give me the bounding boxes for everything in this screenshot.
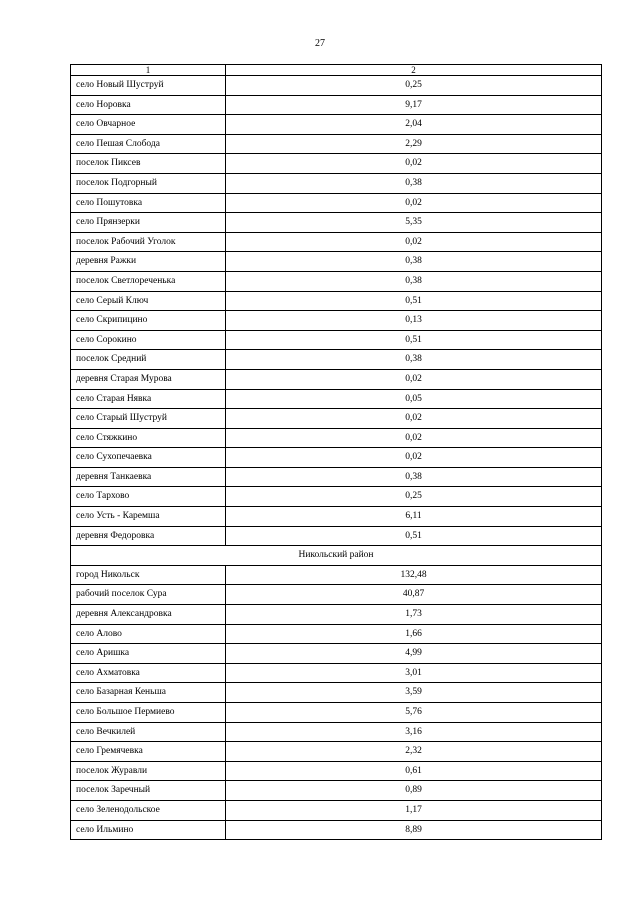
settlement-value: 0,02 — [226, 428, 602, 448]
table-row — [71, 624, 602, 644]
settlement-name: село Зеленодольское — [71, 800, 226, 820]
settlement-value: 5,76 — [226, 703, 602, 723]
settlement-name: поселок Средний — [71, 350, 226, 370]
settlement-name: село Старая Нявка — [71, 389, 226, 409]
table-row — [71, 742, 602, 762]
settlement-value: 0,51 — [226, 291, 602, 311]
settlement-name: село Вечкилей — [71, 722, 226, 742]
settlement-value: 3,59 — [226, 683, 602, 703]
settlement-name: село Норовка — [71, 95, 226, 115]
table-row — [71, 663, 602, 683]
settlement-name: село Стяжкино — [71, 428, 226, 448]
settlement-value: 0,25 — [226, 76, 602, 96]
table-row — [71, 193, 602, 213]
table-row — [71, 683, 602, 703]
settlement-name: село Старый Шуструй — [71, 409, 226, 429]
settlement-value: 0,02 — [226, 369, 602, 389]
settlement-name: поселок Рабочий Уголок — [71, 232, 226, 252]
settlement-value: 40,87 — [226, 585, 602, 605]
table-row — [71, 722, 602, 742]
settlement-value: 0,02 — [226, 409, 602, 429]
settlement-name: село Базарная Кеньша — [71, 683, 226, 703]
table-body — [71, 76, 602, 840]
settlement-value: 0,51 — [226, 330, 602, 350]
settlement-value: 8,89 — [226, 820, 602, 840]
settlement-value: 0,05 — [226, 389, 602, 409]
settlement-value: 3,16 — [226, 722, 602, 742]
section-row — [71, 546, 602, 566]
table-row — [71, 330, 602, 350]
settlement-value: 1,73 — [226, 605, 602, 625]
settlement-name: деревня Федоровка — [71, 526, 226, 546]
table-row — [71, 487, 602, 507]
table-row — [71, 389, 602, 409]
settlement-name: село Тархово — [71, 487, 226, 507]
settlement-name: деревня Старая Мурова — [71, 369, 226, 389]
settlement-name: село Сорокино — [71, 330, 226, 350]
settlement-name: рабочий поселок Сура — [71, 585, 226, 605]
settlement-name: село Скрипицино — [71, 311, 226, 331]
settlement-value: 0,51 — [226, 526, 602, 546]
settlement-value: 0,02 — [226, 232, 602, 252]
table-header-row — [71, 65, 602, 76]
table-row — [71, 369, 602, 389]
settlement-value: 5,35 — [226, 213, 602, 233]
table-row — [71, 213, 602, 233]
table-row — [71, 232, 602, 252]
table-row — [71, 252, 602, 272]
page-number: 27 — [315, 38, 325, 49]
table-row — [71, 703, 602, 723]
settlement-name: село Пошутовка — [71, 193, 226, 213]
table-row — [71, 428, 602, 448]
section-title: Никольский район — [71, 546, 602, 566]
settlement-name: село Алово — [71, 624, 226, 644]
table-row — [71, 291, 602, 311]
table-row — [71, 311, 602, 331]
settlement-value: 2,32 — [226, 742, 602, 762]
settlement-name: поселок Подгорный — [71, 173, 226, 193]
table-row — [71, 605, 602, 625]
settlement-name: село Прянзерки — [71, 213, 226, 233]
settlement-name: село Сухопечаевка — [71, 448, 226, 468]
settlement-value: 4,99 — [226, 644, 602, 664]
table-row — [71, 820, 602, 840]
settlement-name: село Новый Шуструй — [71, 76, 226, 96]
settlement-value: 2,04 — [226, 115, 602, 135]
table-row — [71, 95, 602, 115]
table-row — [71, 134, 602, 154]
settlement-value: 1,17 — [226, 800, 602, 820]
settlement-name: поселок Светлореченька — [71, 271, 226, 291]
table-row — [71, 781, 602, 801]
settlement-name: село Большое Пермиево — [71, 703, 226, 723]
settlement-value: 3,01 — [226, 663, 602, 683]
settlement-name: село Пешая Слобода — [71, 134, 226, 154]
settlement-value: 6,11 — [226, 507, 602, 527]
table-row — [71, 526, 602, 546]
settlement-value: 2,29 — [226, 134, 602, 154]
settlement-value: 0,02 — [226, 448, 602, 468]
settlement-value: 0,02 — [226, 193, 602, 213]
settlement-name: поселок Журавли — [71, 761, 226, 781]
table-row — [71, 409, 602, 429]
column-header-1: 1 — [71, 65, 226, 76]
settlement-value: 0,89 — [226, 781, 602, 801]
settlement-name: поселок Пиксев — [71, 154, 226, 174]
table-row — [71, 565, 602, 585]
settlement-name: город Никольск — [71, 565, 226, 585]
settlement-value: 132,48 — [226, 565, 602, 585]
table-row — [71, 448, 602, 468]
settlement-value: 0,25 — [226, 487, 602, 507]
table-row — [71, 154, 602, 174]
table-row — [71, 271, 602, 291]
settlement-name: деревня Александровка — [71, 605, 226, 625]
settlement-name: деревня Танкаевка — [71, 467, 226, 487]
settlement-value: 0,38 — [226, 271, 602, 291]
settlement-name: село Ильмино — [71, 820, 226, 840]
settlement-value: 0,61 — [226, 761, 602, 781]
settlement-name: село Аришка — [71, 644, 226, 664]
table-row — [71, 350, 602, 370]
table-row — [71, 585, 602, 605]
settlement-value: 0,38 — [226, 467, 602, 487]
settlement-name: село Усть - Каремша — [71, 507, 226, 527]
settlement-name: село Овчарное — [71, 115, 226, 135]
settlement-name: село Серый Ключ — [71, 291, 226, 311]
settlement-value: 0,02 — [226, 154, 602, 174]
table-row — [71, 800, 602, 820]
table-row — [71, 507, 602, 527]
settlement-name: село Гремячевка — [71, 742, 226, 762]
settlement-value: 9,17 — [226, 95, 602, 115]
settlement-name: поселок Заречный — [71, 781, 226, 801]
table-row — [71, 115, 602, 135]
table-row — [71, 644, 602, 664]
column-header-2: 2 — [226, 65, 602, 76]
settlement-value: 0,13 — [226, 311, 602, 331]
settlement-value: 1,66 — [226, 624, 602, 644]
settlement-value: 0,38 — [226, 252, 602, 272]
table-row — [71, 173, 602, 193]
table-row — [71, 761, 602, 781]
settlements-table — [70, 64, 602, 840]
settlement-value: 0,38 — [226, 350, 602, 370]
table-row — [71, 467, 602, 487]
settlement-name: село Ахматовка — [71, 663, 226, 683]
settlement-name: деревня Ражки — [71, 252, 226, 272]
settlement-value: 0,38 — [226, 173, 602, 193]
table-row — [71, 76, 602, 96]
